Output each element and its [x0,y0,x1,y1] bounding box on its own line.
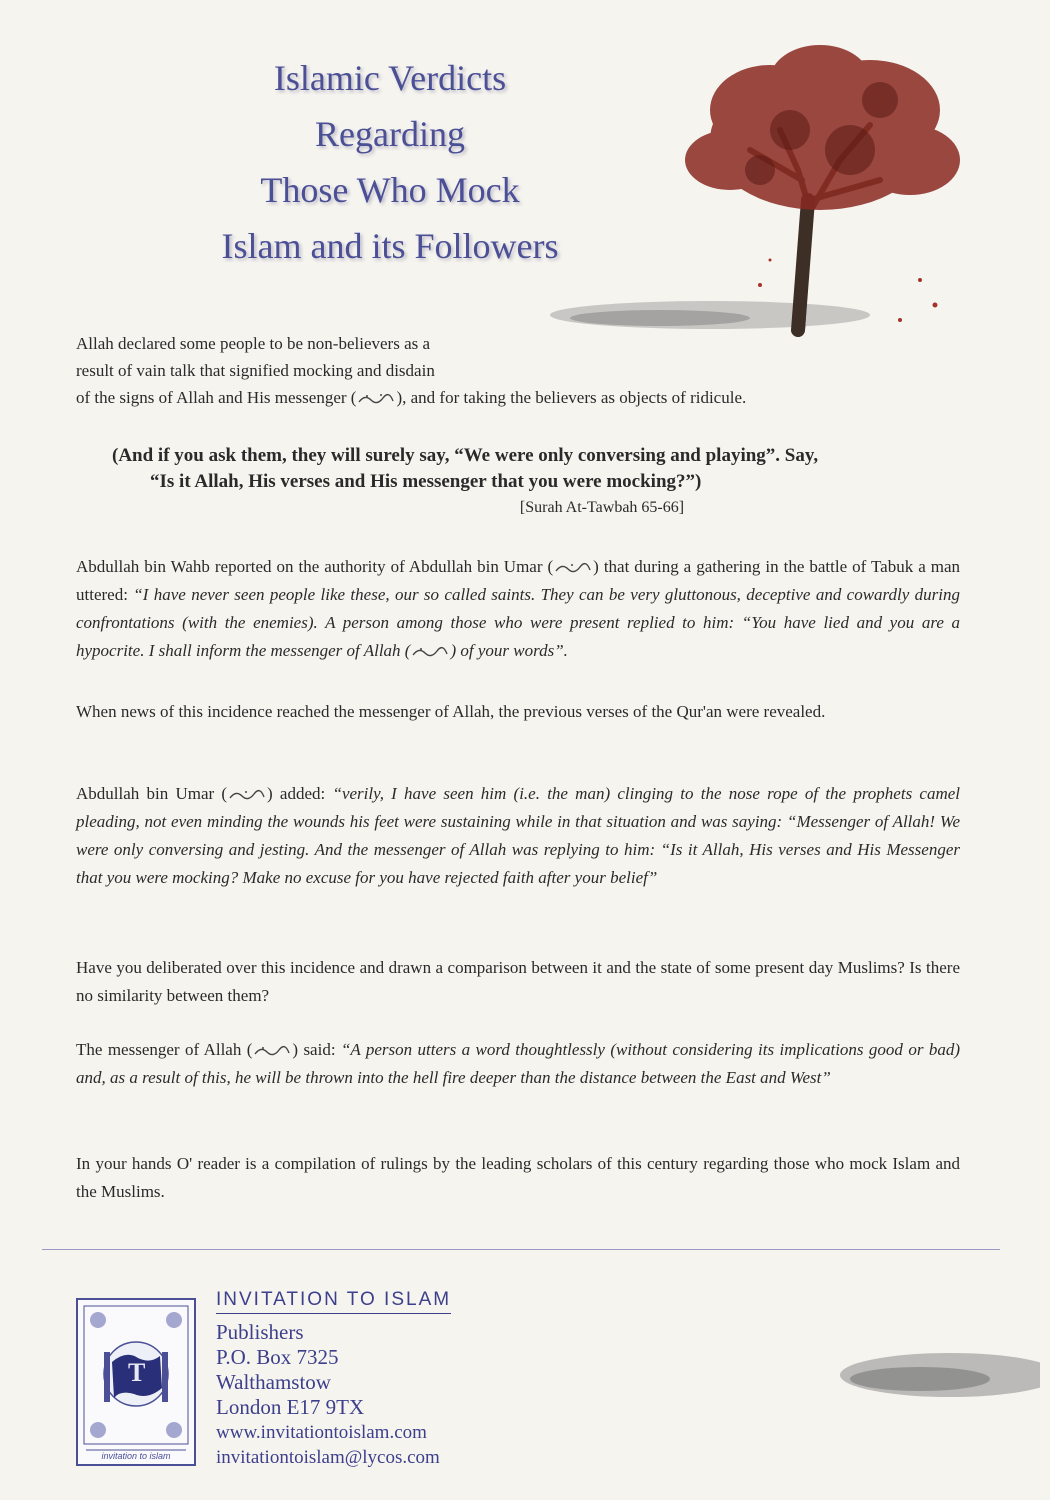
publisher-line: Walthamstow [216,1370,331,1394]
arabic-honorific-icon [357,392,395,406]
intro-line: Allah declared some people to be non-believers as a [76,334,431,353]
publisher-name: INVITATION TO ISLAM [216,1289,451,1314]
publisher-line: P.O. Box 7325 [216,1345,339,1369]
quote-line: “Is it Allah, His verses and His messenger that you were mocking?”) [150,471,702,492]
title-line: Those Who Mock [260,170,520,210]
intro-line: of the signs of Allah and His messenger ( ), and for taking the believers as objects of ridicule. [76,388,747,407]
intro-line: result of vain talk that signified mocking and disdain [76,361,435,380]
tree-illustration [540,30,980,350]
quote-source: [Surah At-Tawbah 65-66] [519,499,685,516]
title-line: Islamic Verdicts [273,58,507,98]
publisher-email-link[interactable]: invitationtoislam@lycos.com [216,1447,440,1468]
intro-paragraph [76,330,960,411]
paragraph-hadith: The messenger of Allah ( ) said: “A person utters a word thoughtlessly (without considering its implications good or bad) and, as a result of this, he will be thrown into the hell fire deeper than the distance between the East and West” [76,1040,960,1087]
publisher-line: Publishers [216,1320,304,1344]
paragraph-tabuk: Abdullah bin Wahb reported on the authority of Abdullah bin Umar ( ) that during a gathering in the battle of Tabuk a man uttered: “I have never seen people like these, our so called saints. They can be very gluttonous, deceptive and cowardly during confrontations (with the enemies). A person among those who were present replied to him: “You have lied and you are a hypocrite. I shall inform the messenger of Allah ( ) of your words”. [76,557,961,660]
publisher-website-link[interactable]: www.invitationtoislam.com [216,1422,427,1443]
publisher-logo [76,1298,196,1466]
logo-caption: invitation to islam [101,1451,171,1461]
quran-quote [112,443,912,521]
paragraph-conclusion: In your hands O' reader is a compilation of rulings by the leading scholars of this century regarding those who mock Islam and the Muslims. [76,1154,960,1201]
title-line: Regarding [315,114,465,154]
tree-shadow-decoration [820,1335,1040,1415]
paragraph-revelation: When news of this incidence reached the messenger of Allah, the previous verses of the Qur'an were revealed. [76,702,826,721]
paragraph-umar: Abdullah bin Umar ( ) added: “verily, I have seen him (i.e. the man) clinging to the nose rope of the prophets camel pleading, not even minding the wounds his feet were sustaining while in that situation and was saying: “Messenger of Allah! We were only conversing and jesting. And the messenger of Allah was replying to him: “Is it Allah, His verses and His Messenger that you were mocking? Make no excuse for you have rejected faith after your belief” [76,784,961,887]
divider [42,1249,1000,1250]
logo-letter: T [128,1358,146,1387]
publisher-info [216,1289,451,1470]
book-title [190,50,590,274]
publisher-line: London E17 9TX [216,1395,365,1419]
arabic-honorific-icon [554,561,592,575]
paragraph-reflection: Have you deliberated over this incidence and drawn a comparison between it and the state of some present day Muslims? Is there no similarity between them? [76,958,960,1005]
arabic-honorific-icon [253,1044,291,1058]
arabic-honorific-icon [228,788,266,802]
title-line: Islam and its Followers [221,226,559,266]
arabic-honorific-icon [411,645,449,659]
quote-line: (And if you ask them, they will surely say, “We were only conversing and playing”. Say, [112,445,819,466]
